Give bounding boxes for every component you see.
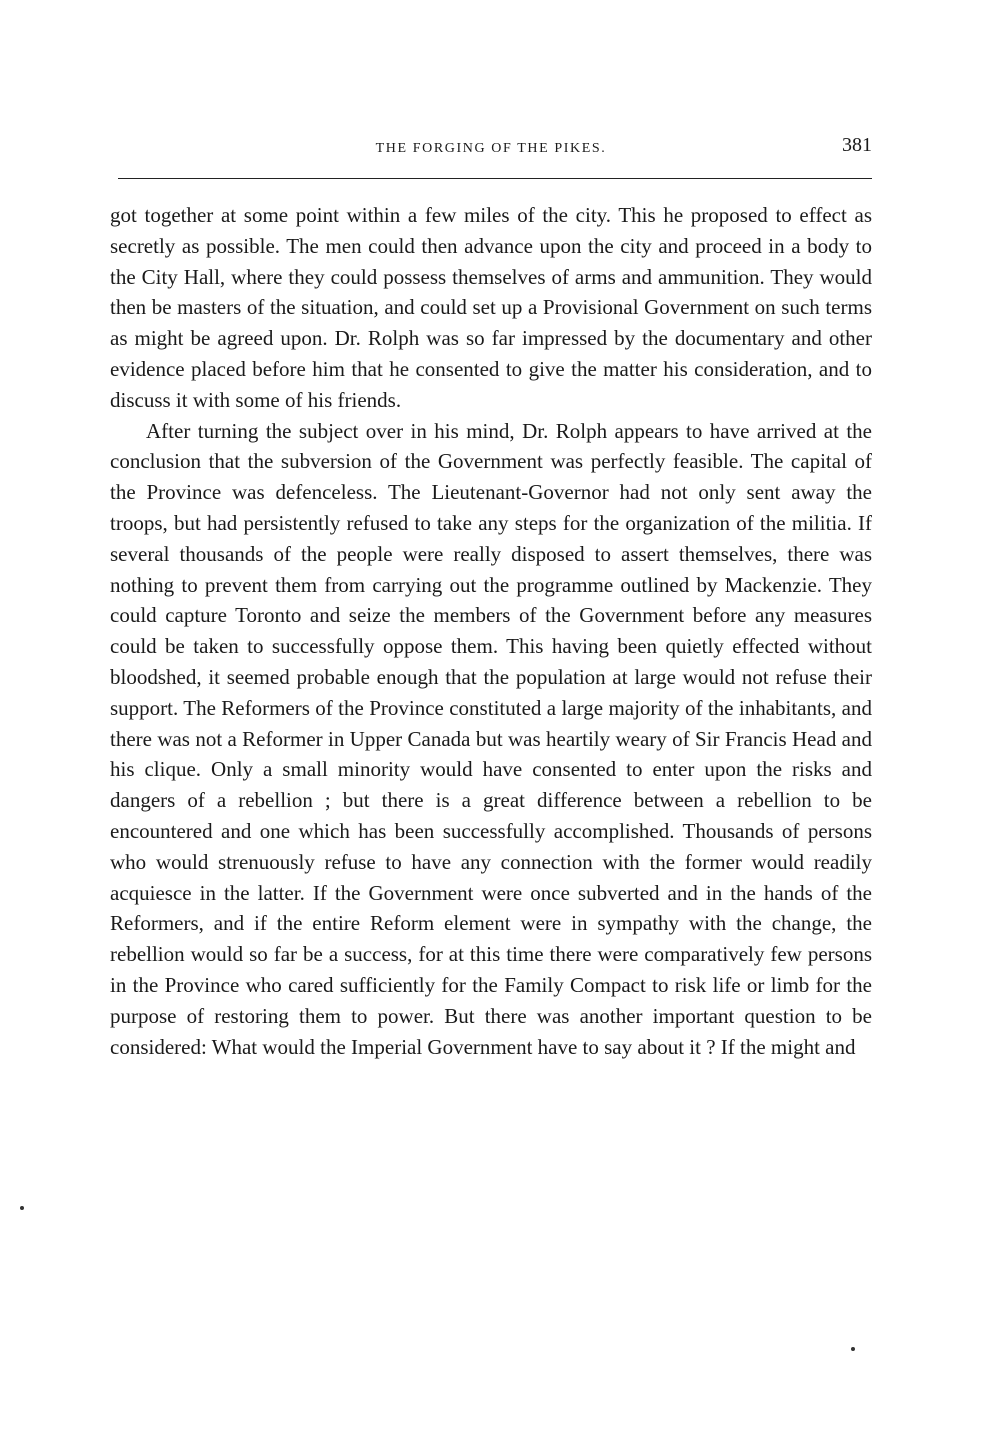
paragraph: After turning the subject over in his mind, Dr. Rolph appears to have arrived at the conclusion that the subversion of the Government was perfectly feasible. The capital of the Province was defenceless. The Lieutenant-Governor had not only sent away the troops, but had persistently refused to take any steps for the organization of the militia. If several thousands of the people were really disposed to assert themselves, there was nothing to prevent them from carrying out the programme outlined by Mackenzie. They could capture Toronto and seize the members of the Government before any measures could be taken to successfully oppose them. This having been quietly effected without bloodshed, it seemed probable enough that the population at large would not refuse their support. The Reformers of the Province constituted a large majority of the inhabitants, and there was not a Reformer in Upper Canada but was heartily weary of Sir Francis Head and his clique. Only a small minority would have consented to enter upon the risks and dangers of a rebellion ; but there is a great difference between a rebellion to be encountered and one which has been successfully accomplished. Thousands of persons who would strenuously refuse to have any connection with the former would readily acquiesce in the latter. If the Government were once subverted and in the hands of the Reformers, and if the entire Reform element were in sympathy with the change, the rebellion would so far be a success, for at this time there were comparatively few persons in the Province who cared sufficiently for the Family Compact to risk life or limb for the purpose of restoring them to power. But there was another important question to be considered: What would the Imperial Government have to say about it ? If the might and: [110, 418, 872, 1059]
body-text: [110, 200, 872, 1062]
print-speck: [851, 1347, 855, 1351]
print-speck: [20, 1206, 24, 1210]
paragraph-continued: got together at some point within a few miles of the city. This he proposed to effect as secretly as possible. The men could then advance upon the city and proceed in a body to the City Hall, where they could possess themselves of arms and ammunition. They would then be masters of the situation, and could set up a Provisional Government on such terms as might be agreed upon. Dr. Rolph was so far impressed by the documentary and other evidence placed before him that he consented to give the matter his consideration, and to discuss it with some of his friends.: [110, 203, 872, 412]
running-title: THE FORGING OF THE PIKES.: [375, 141, 607, 156]
page-number: 381: [842, 134, 872, 156]
running-head: [110, 132, 872, 166]
header-rule: [118, 178, 872, 179]
